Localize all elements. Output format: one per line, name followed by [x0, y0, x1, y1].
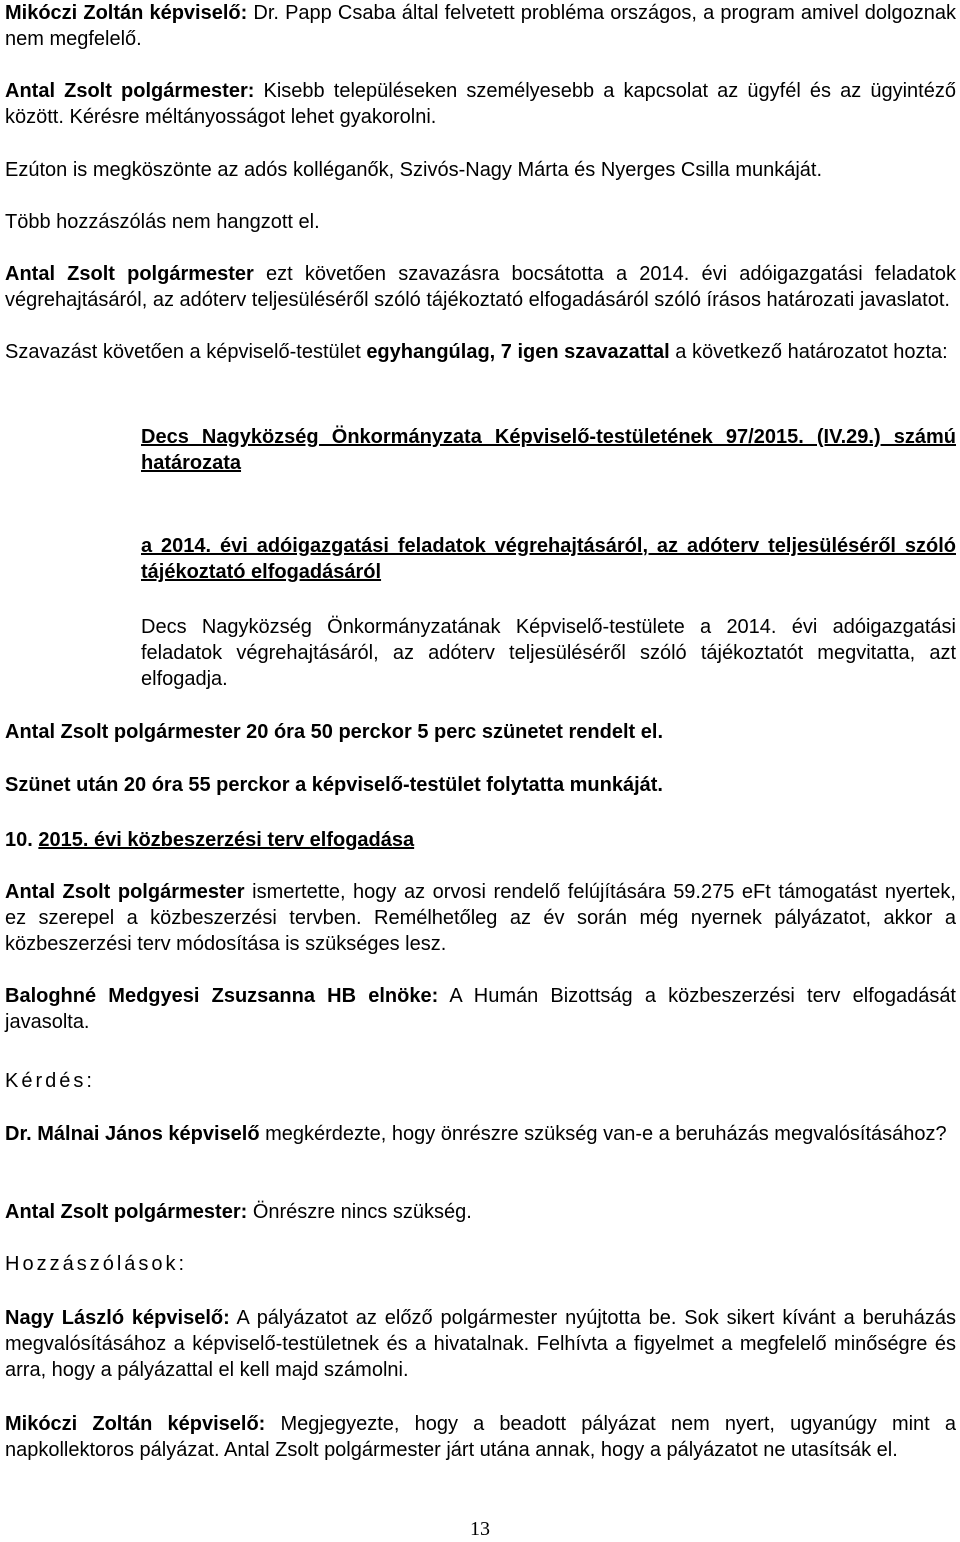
paragraph-text: Kisebb településeken személyesebb a kapcsolat az ügyfél és az ügyintéző között. Kérésre méltányosságot lehet gyakorolni.	[5, 80, 956, 128]
paragraph-antal-1	[5, 78, 956, 130]
speaker-name: Nagy László képviselő:	[5, 1307, 230, 1329]
agenda-number: 10.	[5, 829, 33, 851]
paragraph-vote-call	[5, 261, 956, 313]
paragraph-text: A Humán Bizottság a közbeszerzési terv elfogadását javasolta.	[5, 985, 956, 1033]
speaker-name: Antal Zsolt polgármester	[5, 881, 245, 903]
paragraph-text: Dr. Papp Csaba által felvetett probléma országos, a program amivel dolgoznak nem megfelelő.	[5, 2, 956, 50]
speaker-name: Baloghné Medgyesi Zsuzsanna HB elnöke:	[5, 985, 439, 1007]
paragraph-text: A pályázatot az előző polgármester nyújtotta be. Sok sikert kívánt a beruházás megvalósításához a képviselő-testületnek és a hivatalnak. Felhívta a figyelmet a megfelelő minőségre és arra, hogy a pályázattal el kell majd számolni.	[5, 1307, 956, 1381]
paragraph-baloghne	[5, 983, 956, 1035]
paragraph-antal-2	[5, 879, 956, 957]
paragraph-text: megkérdezte, hogy önrészre szükség van-e a beruházás megvalósításához?	[259, 1123, 947, 1145]
resolution-body: Decs Nagyközség Önkormányzatának Képviselő-testülete a 2014. évi adóigazgatási feladatok végrehajtásáról, az adóterv teljesüléséről szóló tájékoztatót megvitatta, azt elfogadja.	[141, 616, 956, 690]
paragraph-mikoczi-2	[5, 1411, 956, 1463]
paragraph-text: Megjegyezte, hogy a beadott pályázat nem nyert, ugyanúgy mint a napkollektoros pályázat. Antal Zsolt polgármester járt utána annak, hogy a pályázatot ne utasítsák el.	[5, 1413, 956, 1461]
paragraph-vote-result: Szavazást követően a képviselő-testület egyhangúlag, 7 igen szavazattal a következő határozatot hozta:	[5, 341, 948, 363]
paragraph-text: ezt követően szavazásra bocsátotta a 2014. évi adóigazgatási feladatok végrehajtásáról, az adóterv teljesüléséről szóló tájékoztató elfogadásáról szóló írásos határozati javaslatot.	[5, 263, 956, 311]
speaker-name: Mikóczi Zoltán képviselő:	[5, 2, 248, 24]
break-end: Szünet után 20 óra 55 perckor a képviselő-testület folytatta munkáját.	[5, 774, 663, 796]
resolution-title: Decs Nagyközség Önkormányzata Képviselő-testületének 97/2015. (IV.29.) számú határozata	[141, 426, 956, 474]
paragraph-text: Önrészre nincs szükség.	[247, 1201, 472, 1223]
paragraph-mikoczi-1	[5, 0, 956, 52]
speaker-name: Antal Zsolt polgármester	[5, 263, 254, 285]
speaker-name: Antal Zsolt polgármester:	[5, 80, 255, 102]
questions-label: Kérdés:	[5, 1070, 95, 1092]
speaker-name: Dr. Málnai János képviselő	[5, 1123, 260, 1145]
resolution-subject: a 2014. évi adóigazgatási feladatok végrehajtásáról, az adóterv teljesüléséről szóló tájékoztató elfogadásáról	[141, 535, 956, 583]
paragraph-antal-3	[5, 1199, 956, 1225]
page-number: 13	[470, 1518, 490, 1540]
speaker-name: Mikóczi Zoltán képviselő:	[5, 1413, 266, 1435]
comments-label: Hozzászólások:	[5, 1253, 188, 1275]
paragraph-thanks: Ezúton is megköszönte az adós kolléganők, Szivós-Nagy Márta és Nyerges Csilla munkáját.	[5, 159, 823, 181]
speaker-name: Antal Zsolt polgármester:	[5, 1201, 248, 1223]
break-start: Antal Zsolt polgármester 20 óra 50 perckor 5 perc szünetet rendelt el.	[5, 721, 663, 743]
agenda-heading	[5, 827, 956, 853]
agenda-title: 2015. évi közbeszerzési terv elfogadása	[38, 829, 415, 851]
paragraph-no-more-comments: Több hozzászólás nem hangzott el.	[5, 211, 320, 233]
paragraph-malnai	[5, 1121, 956, 1147]
paragraph-nagy	[5, 1305, 956, 1383]
paragraph-text: ismertette, hogy az orvosi rendelő felújítására 59.275 eFt támogatást nyertek, ez szerepel a közbeszerzési tervben. Remélhetőleg az év során még nyernek pályázatot, akkor a közbeszerzési terv módosítása is szükséges lesz.	[5, 881, 956, 955]
vote-result-bold: egyhangúlag, 7 igen szavazattal	[366, 341, 670, 363]
